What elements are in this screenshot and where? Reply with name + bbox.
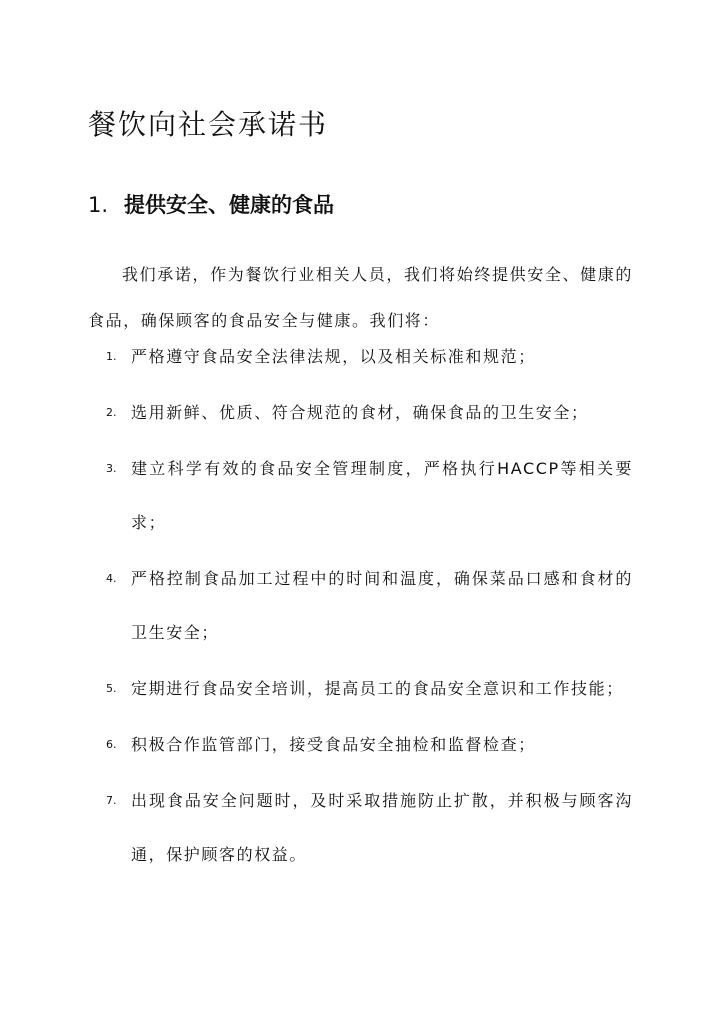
list-item-number: 2. <box>106 406 117 419</box>
intro-paragraph: 我们承诺，作为餐饮行业相关人员，我们将始终提供安全、健康的食品，确保顾客的食品安全与健康。我们将： <box>88 265 633 330</box>
list-item-number: 4. <box>106 572 117 585</box>
list-item <box>88 442 633 550</box>
list-item-text: 出现食品安全问题时，及时采取措施防止扩散，并积极与顾客沟通，保护顾客的权益。 <box>131 791 633 864</box>
document-title: 餐饮向社会承诺书 <box>88 107 329 141</box>
list-item <box>88 774 633 882</box>
commitment-list <box>88 330 633 884</box>
list-item-text: 选用新鲜、优质、符合规范的食材，确保食品的卫生安全； <box>131 403 589 422</box>
list-item-text: 建立科学有效的食品安全管理制度，严格执行HACCP等相关要求； <box>131 459 633 532</box>
list-item <box>88 662 633 716</box>
list-item-number: 7. <box>106 794 117 807</box>
list-item <box>88 552 633 660</box>
list-item-number: 1. <box>106 350 117 363</box>
list-item-text: 积极合作监管部门，接受食品安全抽检和监督检查； <box>131 735 536 754</box>
list-item <box>88 330 633 384</box>
list-item-number: 3. <box>106 462 117 475</box>
section-number: 1. <box>88 193 109 218</box>
list-item-text: 定期进行食品安全培训，提高员工的食品安全意识和工作技能； <box>131 679 624 698</box>
list-item-number: 6. <box>106 738 117 751</box>
section-heading <box>88 189 334 221</box>
list-item <box>88 386 633 440</box>
list-item-number: 5. <box>106 682 117 695</box>
list-item-text: 严格控制食品加工过程中的时间和温度，确保菜品口感和食材的卫生安全； <box>131 569 633 642</box>
list-item <box>88 718 633 772</box>
list-item-text: 严格遵守食品安全法律法规，以及相关标准和规范； <box>131 347 536 366</box>
section-heading-text: 提供安全、健康的食品 <box>124 193 334 218</box>
